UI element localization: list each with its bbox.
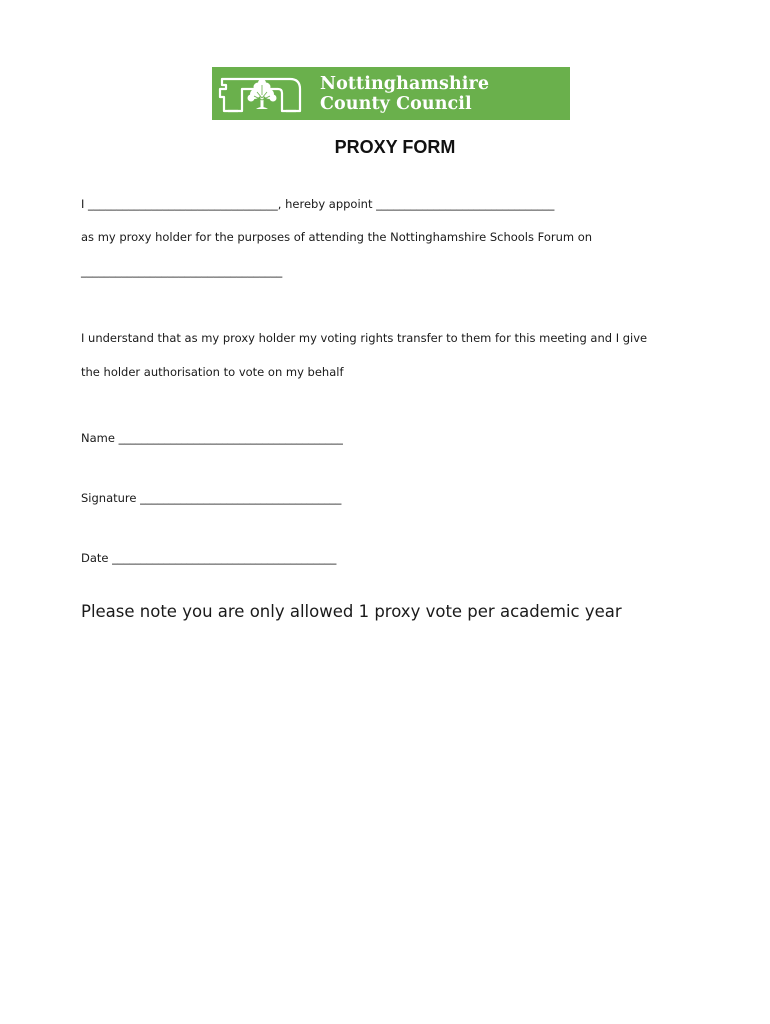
understand-line: I understand that as my proxy holder my voting rights transfer to them for this meeting and I give [81, 331, 648, 345]
date-field[interactable]: Date _______________________________________ [81, 551, 337, 565]
form-title: PROXY FORM [334, 137, 456, 157]
proxy-vote-note: Please note you are only allowed 1 proxy vote per academic year [81, 602, 622, 621]
appoint-line[interactable]: I _________________________________, hereby appoint _______________________________ [81, 197, 555, 211]
council-logo [212, 67, 570, 120]
authorisation-line: the holder authorisation to vote on my behalf [81, 365, 344, 379]
logo-text-line1: Nottinghamshire [320, 73, 490, 94]
signature-field[interactable]: Signature ___________________________________ [81, 491, 342, 505]
purpose-line: as my proxy holder for the purposes of attending the Nottinghamshire Schools Forum on [81, 230, 593, 244]
logo-text-line2: County Council [320, 93, 472, 114]
tree-emblem-icon [212, 67, 308, 120]
name-field[interactable]: Name _______________________________________ [81, 431, 343, 445]
meeting-date-blank[interactable]: ___________________________________ [81, 264, 283, 278]
